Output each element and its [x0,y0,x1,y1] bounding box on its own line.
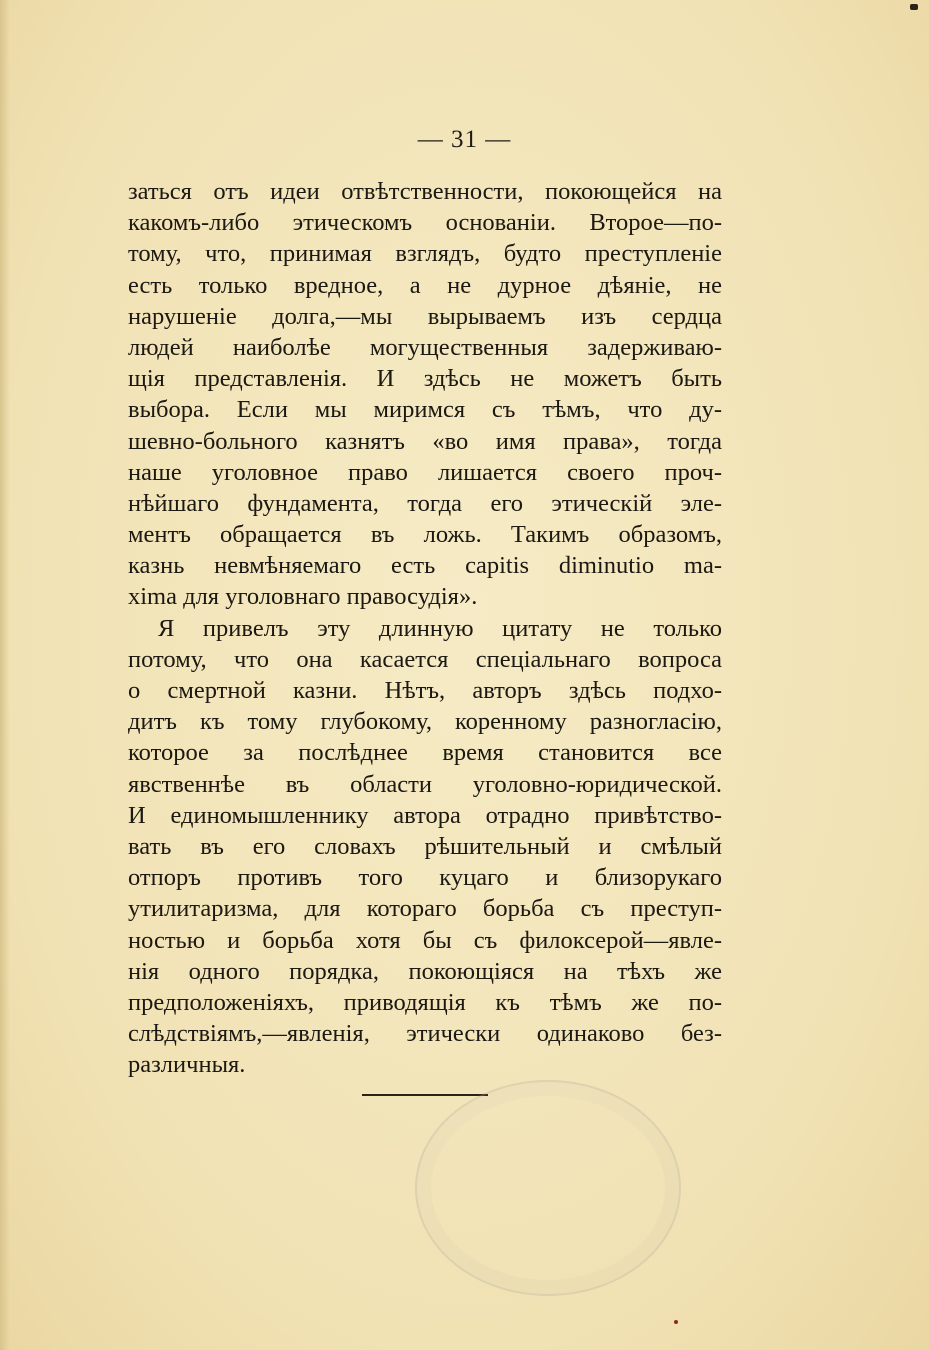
paragraph-2 [128,613,722,1081]
text-line: шевно-больного казнятъ «во имя права», тогда [128,427,722,455]
text-line: какомъ-либо этическомъ основаніи. Второе—по- [128,209,722,237]
paragraph-1 [128,176,722,613]
ink-speck [910,4,918,10]
text-line: Я привелъ эту длинную цитату не только [158,614,722,642]
text-line: людей наиболѣе могущественныя задерживаю- [128,333,722,361]
text-line: xima для уголовнаго правосудія». [128,583,478,611]
text-line: явственнѣе въ области уголовно-юридической. [128,770,722,798]
text-line: которое за послѣднее время становится все [128,739,722,767]
text-line: утилитаризма, для котораго борьба съ преступ- [128,895,722,923]
text-line: нѣйшаго фундамента, тогда его этическій эле- [128,489,722,517]
text-line: И единомышленнику автора отрадно привѣтство- [128,801,722,829]
text-line: о смертной казни. Нѣтъ, авторъ здѣсь подхо- [128,677,722,704]
text-line: вать въ его словахъ рѣшительный и смѣлый [128,832,722,860]
ink-speck [674,1320,678,1324]
section-end-rule [362,1094,488,1096]
text-line: потому, что она касается спеціальнаго вопроса [128,645,722,673]
page-spine-shadow [0,0,10,1350]
text-line: щія представленія. И здѣсь не можетъ быть [128,365,722,393]
page-number: — 31 — [417,126,512,153]
text-line: выбора. Если мы миримся съ тѣмъ, что ду- [128,396,722,424]
text-line: предположеніяхъ, приводящія къ тѣмъ же по- [128,988,722,1016]
text-line: ментъ обращается въ ложь. Такимъ образомъ, [128,521,722,549]
text-line: слѣдствіямъ,—явленія, этически одинаково без- [128,1020,722,1048]
text-line: наше уголовное право лишается своего проч- [128,458,722,486]
text-line: нарушеніе долга,—мы вырываемъ изъ сердца [128,302,722,330]
body-text [128,176,722,1080]
text-line: тому, что, принимая взглядъ, будто преступленіе [128,240,722,268]
text-line: различныя. [128,1051,246,1079]
text-line: отпоръ противъ того куцаго и близорукаго [128,864,722,892]
text-line: нія одного порядка, покоющіяся на тѣхъ же [128,957,722,985]
text-line: есть только вредное, а не дурное дѣяніе, не [128,271,722,299]
text-line: дитъ къ тому глубокому, коренному разногласію, [128,708,722,736]
text-line: казнь невмѣняемаго есть capitis diminutio ma- [128,552,722,580]
library-stamp-watermark [415,1080,681,1296]
text-line: ностью и борьба хотя бы съ филоксерой—явле- [128,926,722,954]
text-line: заться отъ идеи отвѣтственности, покоющейся на [128,178,722,205]
